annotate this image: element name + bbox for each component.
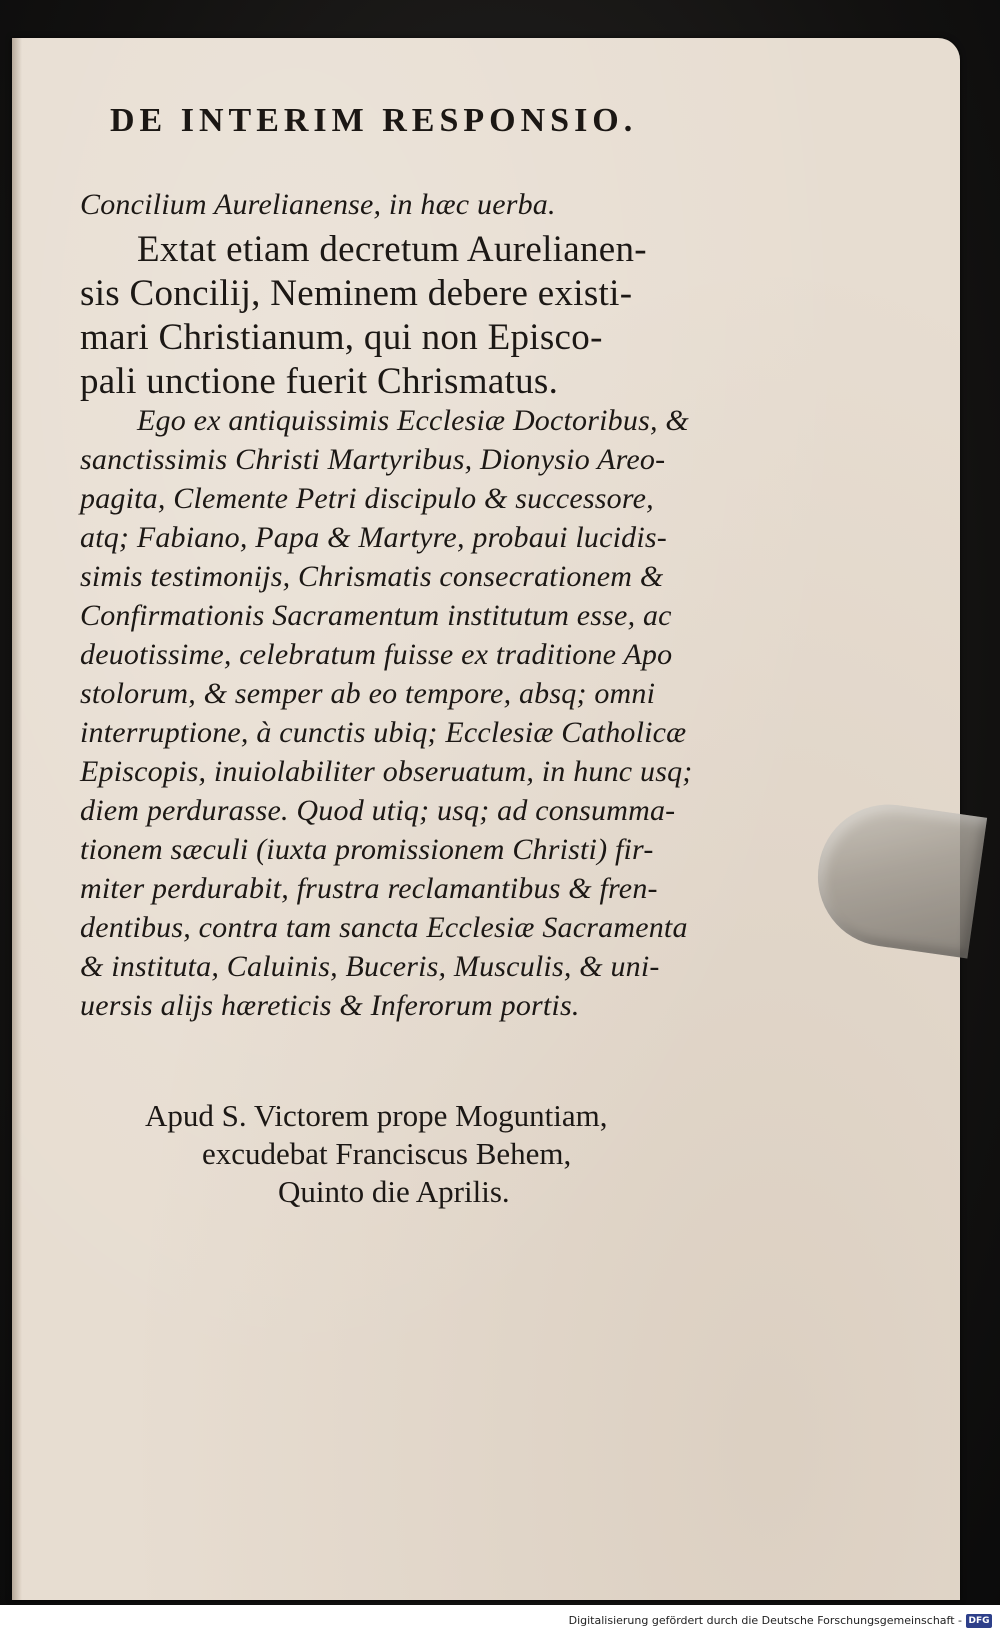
- italic-line: uersis alijs hæreticis & Inferorum portis.: [80, 989, 580, 1022]
- colophon-line: Apud S. Victorem prope Moguntiam,: [145, 1098, 608, 1133]
- dfg-logo: DFG: [966, 1614, 992, 1628]
- footer-credit: Digitalisierung gefördert durch die Deutsche Forschungsgemeinschaft -: [568, 1614, 962, 1627]
- roman-line: Extat etiam decretum Aurelianen-: [137, 229, 647, 270]
- italic-line: diem perdurasse. Quod utiq; usq; ad consumma-: [80, 794, 676, 827]
- roman-line: mari Christianum, qui non Episco-: [80, 317, 603, 358]
- italic-line: simis testimonijs, Chrismatis consecrationem &: [80, 560, 664, 593]
- subheading: Concilium Aurelianense, in hæc uerba.: [80, 188, 556, 221]
- colophon-line: excudebat Franciscus Behem,: [202, 1136, 572, 1171]
- italic-line: atq; Fabiano, Papa & Martyre, probaui lucidis-: [80, 521, 667, 554]
- page-edge-shadow: [12, 38, 22, 1600]
- running-head: DE INTERIM RESPONSIO.: [110, 102, 638, 139]
- italic-line: stolorum, & semper ab eo tempore, absq; omni: [80, 677, 656, 710]
- italic-line: dentibus, contra tam sancta Ecclesiæ Sacramenta: [80, 911, 688, 944]
- italic-line: Episcopis, inuiolabiliter obseruatum, in hunc usq;: [80, 755, 693, 788]
- italic-line: interruptione, à cunctis ubiq; Ecclesiæ Catholicæ: [80, 716, 687, 749]
- italic-line: tionem sæculi (iuxta promissionem Christi) fir-: [80, 833, 654, 866]
- roman-line: sis Concilij, Neminem debere existi-: [80, 273, 633, 314]
- italic-line: deuotissime, celebratum fuisse ex traditione Apo: [80, 638, 673, 671]
- italic-line: miter perdurabit, frustra reclamantibus & fren-: [80, 872, 658, 905]
- italic-line: & instituta, Caluinis, Buceris, Musculis, & uni-: [80, 950, 660, 983]
- roman-line: pali unctione fuerit Chrismatus.: [80, 361, 559, 402]
- italic-line: pagita, Clemente Petri discipulo & successore,: [80, 482, 654, 515]
- colophon-line: Quinto die Aprilis.: [278, 1174, 510, 1209]
- italic-line: Ego ex antiquissimis Ecclesiæ Doctoribus, &: [137, 404, 689, 437]
- footer-bar: [0, 1605, 1000, 1633]
- italic-line: Confirmationis Sacramentum institutum esse, ac: [80, 599, 672, 632]
- italic-line: sanctissimis Christi Martyribus, Dionysio Areo-: [80, 443, 666, 476]
